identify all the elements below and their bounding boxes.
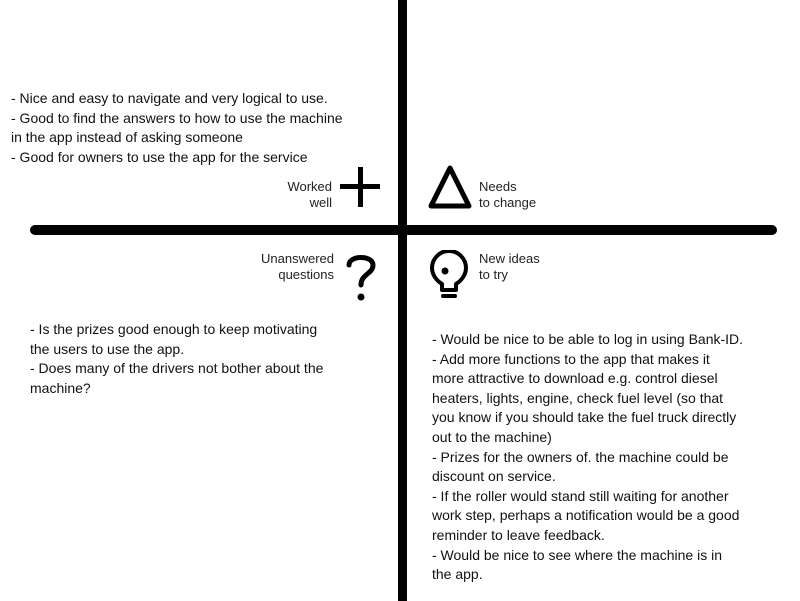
note-line: reminder to leave feedback. xyxy=(432,526,605,543)
note-line: out to the machine) xyxy=(432,428,552,445)
new-ideas-label xyxy=(479,251,540,283)
note-line: - Add more functions to the app that makes it xyxy=(432,350,710,367)
unanswered-questions-label xyxy=(232,251,334,283)
note-line: in the app instead of asking someone xyxy=(11,129,243,146)
label-line: questions xyxy=(278,267,334,282)
note-line: - Good for owners to use the app for the service xyxy=(11,148,308,165)
note-line: discount on service. xyxy=(432,468,556,485)
worked-well-label xyxy=(262,179,332,211)
note-line: - Would be nice to see where the machine is in xyxy=(432,546,723,563)
label-line: New ideas xyxy=(479,251,540,266)
note-line: more attractive to download e.g. control diesel xyxy=(432,370,718,387)
plus-icon xyxy=(338,165,382,209)
label-line: Unanswered xyxy=(261,251,334,266)
note-line: - Good to find the answers to how to use the machine xyxy=(11,109,343,126)
question-mark-icon xyxy=(341,250,381,304)
note-line: - Prizes for the owners of. the machine could be xyxy=(432,448,729,465)
note-line: the users to use the app. xyxy=(30,340,185,357)
label-line: well xyxy=(309,195,332,210)
note-line: you know if you should take the fuel truck directly xyxy=(432,409,737,426)
triangle-icon xyxy=(427,163,473,211)
note-line: - Would be nice to be able to log in using Bank-ID. xyxy=(432,331,744,347)
note-line: the app. xyxy=(432,566,483,583)
note-line: - Nice and easy to navigate and very logical to use. xyxy=(11,90,328,106)
lightbulb-icon xyxy=(428,250,470,304)
note-line: heaters, lights, engine, check fuel level (so that xyxy=(432,389,724,406)
unanswered-questions-notes xyxy=(30,320,323,398)
label-line: to change xyxy=(479,195,537,210)
needs-to-change-label xyxy=(479,179,536,211)
vertical-divider xyxy=(398,0,407,601)
new-ideas-notes xyxy=(432,330,743,585)
label-line: Worked xyxy=(287,179,332,194)
note-line: - If the roller would stand still waiting for another xyxy=(432,487,729,504)
note-line: - Is the prizes good enough to keep motivating xyxy=(30,321,318,337)
horizontal-divider xyxy=(30,225,777,235)
worked-well-notes xyxy=(11,89,343,167)
note-line: work step, perhaps a notification would be a good xyxy=(432,507,740,524)
note-line: machine? xyxy=(30,379,91,396)
label-line: to try xyxy=(479,267,508,282)
label-line: Needs xyxy=(479,179,517,194)
note-line: - Does many of the drivers not bother about the xyxy=(30,360,324,377)
